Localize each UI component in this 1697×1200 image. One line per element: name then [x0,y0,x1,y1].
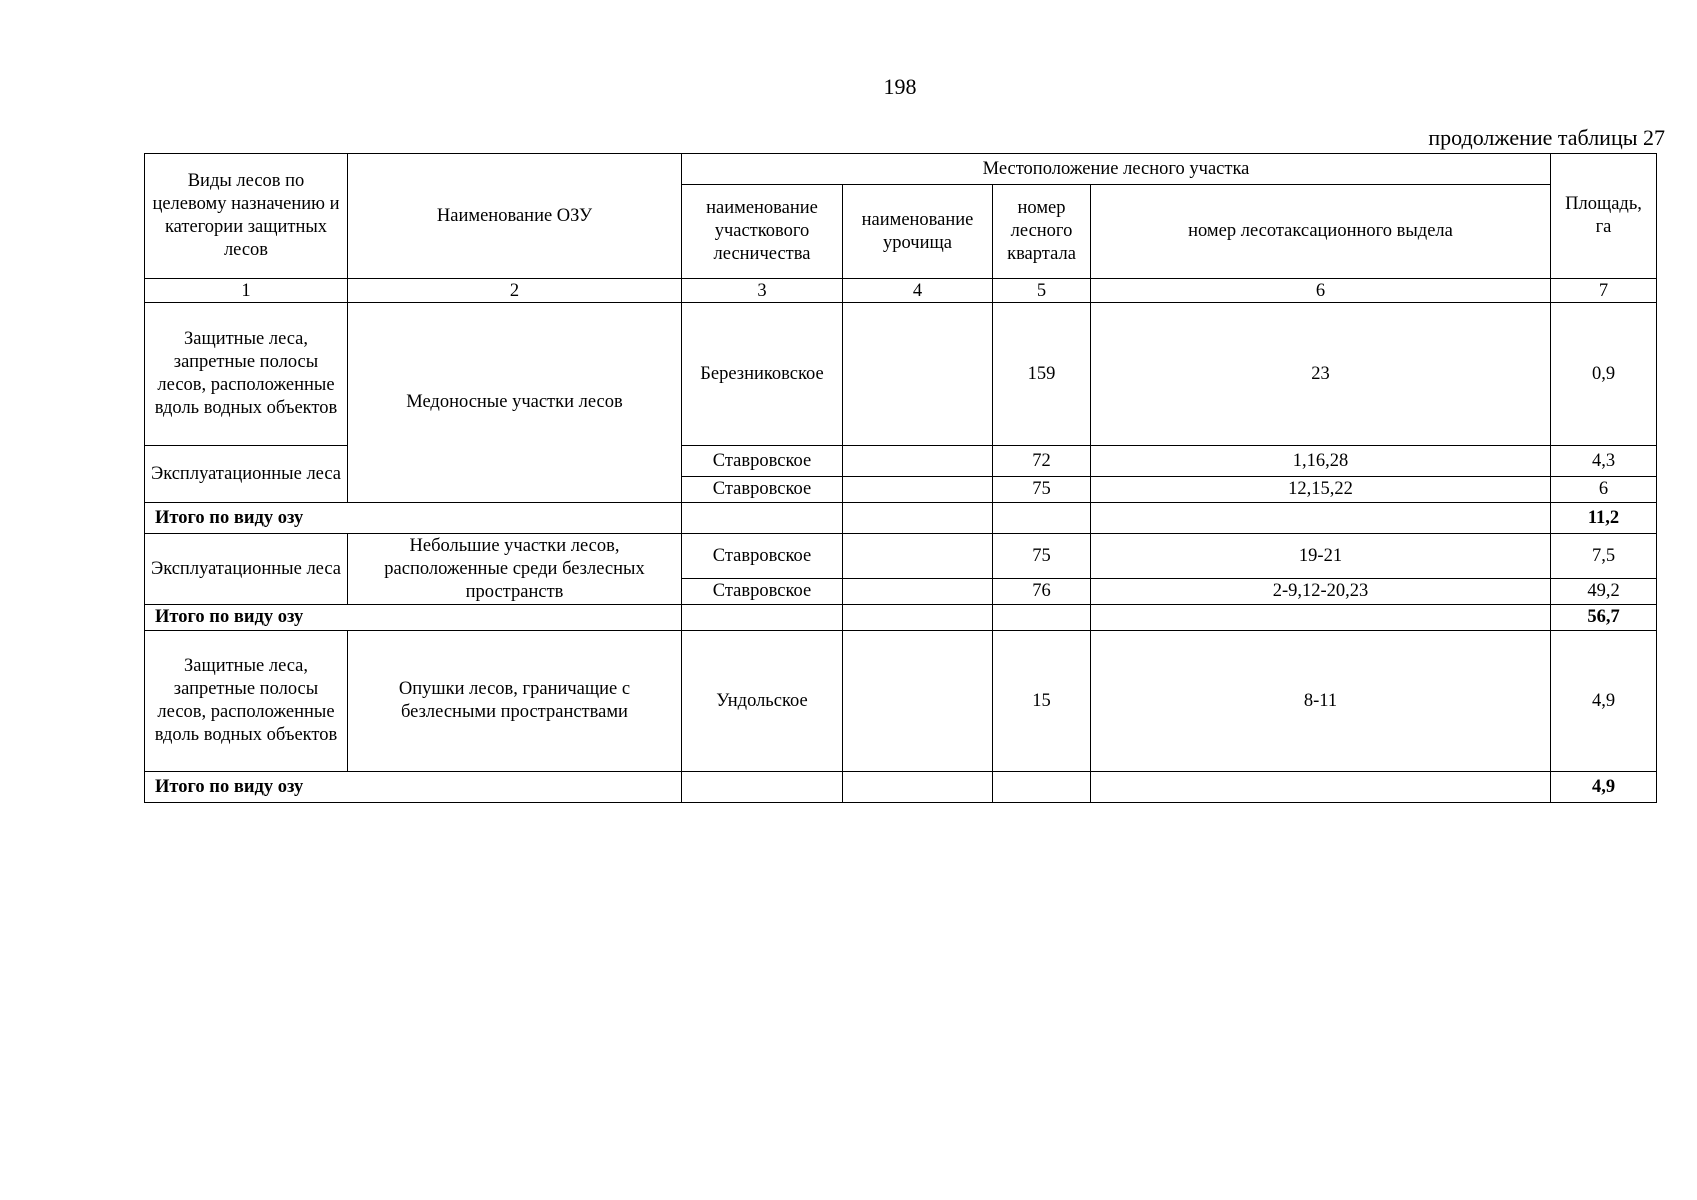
forestry-cell: Ставровское [682,534,843,579]
header-forestry: наименование участкового лесничества [682,185,843,279]
forestry-cell: Ундольское [682,631,843,772]
page-number: 198 [883,74,917,99]
header-tract: наименование урочища [843,185,993,279]
total-area: 11,2 [1551,503,1657,534]
total-label: Итого по виду озу [145,503,682,534]
total-row [145,605,1657,631]
tract-cell [843,477,993,503]
forest-areas-table [144,153,1657,803]
total-area: 56,7 [1551,605,1657,631]
total-label: Итого по виду озу [145,605,682,631]
forest-category-cell: Защитные леса, запретные полосы лесов, расположенные вдоль водных объектов [145,631,348,772]
header-area: Площадь, га [1551,154,1657,279]
header-quarter: номер лесного квартала [993,185,1091,279]
allotment-cell: 1,16,28 [1091,446,1551,477]
forestry-cell: Ставровское [682,446,843,477]
column-number: 5 [993,279,1091,303]
total-area: 4,9 [1551,772,1657,803]
area-cell: 4,3 [1551,446,1657,477]
column-number: 4 [843,279,993,303]
ozu-name-cell: Опушки лесов, граничащие с безлесными пространствами [348,631,682,772]
ozu-name-cell: Медоносные участки лесов [348,303,682,503]
table-continuation-label: продолжение таблицы 27 [1428,125,1665,150]
forest-category-cell: Защитные леса, запретные полосы лесов, расположенные вдоль водных объектов [145,303,348,446]
column-number: 3 [682,279,843,303]
area-cell: 0,9 [1551,303,1657,446]
table-row [145,631,1657,772]
tract-cell [843,534,993,579]
total-label: Итого по виду озу [145,772,682,803]
allotment-cell: 12,15,22 [1091,477,1551,503]
column-number: 6 [1091,279,1551,303]
header-forest-type: Виды лесов по целевому назначению и категории защитных лесов [145,154,348,279]
area-cell: 49,2 [1551,579,1657,605]
total-row [145,503,1657,534]
forest-category-cell: Эксплуатационные леса [145,534,348,605]
tract-cell [843,631,993,772]
allotment-cell: 23 [1091,303,1551,446]
column-numbers-row [145,279,1657,303]
header-ozu-name: Наименование ОЗУ [348,154,682,279]
table-row [145,534,1657,579]
total-row [145,772,1657,803]
forest-category-cell: Эксплуатационные леса [145,446,348,503]
allotment-cell: 19-21 [1091,534,1551,579]
area-cell: 6 [1551,477,1657,503]
header-allotment: номер лесотаксационного выдела [1091,185,1551,279]
quarter-cell: 75 [993,477,1091,503]
quarter-cell: 76 [993,579,1091,605]
quarter-cell: 75 [993,534,1091,579]
column-number: 7 [1551,279,1657,303]
ozu-name-cell: Небольшие участки лесов, расположенные среди безлесных пространств [348,534,682,605]
tract-cell [843,303,993,446]
allotment-cell: 8-11 [1091,631,1551,772]
forestry-cell: Березниковское [682,303,843,446]
tract-cell [843,579,993,605]
area-cell: 7,5 [1551,534,1657,579]
table-row [145,303,1657,446]
quarter-cell: 159 [993,303,1091,446]
area-cell: 4,9 [1551,631,1657,772]
tract-cell [843,446,993,477]
header-row-1 [145,154,1657,185]
column-number: 2 [348,279,682,303]
forestry-cell: Ставровское [682,579,843,605]
forestry-cell: Ставровское [682,477,843,503]
column-number: 1 [145,279,348,303]
allotment-cell: 2-9,12-20,23 [1091,579,1551,605]
header-location-group: Местоположение лесного участка [682,154,1551,185]
quarter-cell: 15 [993,631,1091,772]
quarter-cell: 72 [993,446,1091,477]
